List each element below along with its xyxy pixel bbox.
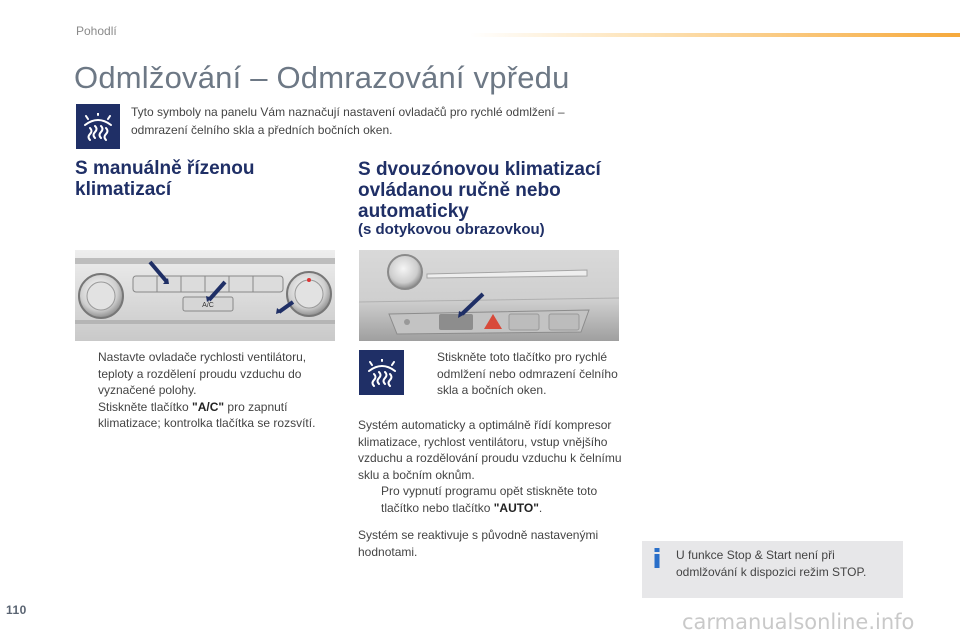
section-title-manual: S manuálně řízenou klimatizací	[75, 158, 255, 200]
chapter-accent-bar	[470, 33, 960, 37]
chapter-label: Pohodlí	[76, 24, 117, 38]
windshield-defrost-icon	[76, 104, 120, 149]
list-item: Stiskněte tlačítko "A/C" pro zapnutí klimatizace; kontrolka tlačítka se rozsvítí.	[98, 399, 316, 430]
windshield-defrost-icon	[359, 350, 404, 395]
list-item: Nastavte ovladače rychlosti ventilátoru, teploty a rozdělení proudu vzduchu do vyznačené polohy.	[98, 350, 307, 397]
section-title-dual-zone: S dvouzónovou klimatizací ovládanou ručně nebo automaticky	[358, 159, 601, 222]
left-instructions-list	[77, 349, 332, 432]
section-subtitle-touchscreen: (s dotykovou obrazovkou)	[358, 221, 545, 238]
right-off-instruction	[360, 483, 625, 516]
page-number: 110	[6, 603, 27, 617]
right-defrost-instruction	[416, 349, 621, 399]
touchscreen-dashboard-photo	[359, 250, 619, 341]
info-text: U funkce Stop & Start není při odmlžování k dispozici režim STOP.	[676, 548, 867, 579]
page-title: Odmlžování – Odmrazování vpředu	[74, 60, 570, 95]
info-box	[642, 541, 903, 598]
list-item: Stiskněte toto tlačítko pro rychlé odmlžení nebo odmrazení čelního skla a bočních oken.	[437, 350, 618, 397]
svg-text:A/C: A/C	[202, 302, 214, 309]
list-item: Pro vypnutí programu opět stiskněte toto tlačítko nebo tlačítko "AUTO".	[381, 484, 598, 515]
watermark: carmanualsonline.info	[682, 610, 915, 634]
info-icon	[652, 548, 662, 568]
intro-text: Tyto symboly na panelu Vám naznačují nastavení ovladačů pro rychlé odmlžení – odmrazení čelního skla a předních bočních oken.	[131, 105, 565, 137]
manual-climate-control-panel-photo	[75, 250, 335, 341]
reactivation-note: Systém se reaktivuje s původně nastavenými hodnotami.	[358, 528, 599, 559]
auto-system-description: Systém automaticky a optimálně řídí kompresor klimatizace, rychlost ventilátoru, vstup vnějšího vzduchu a rozdělování proudu vzduchu k čelnímu sklu a bočním oknům.	[358, 418, 622, 482]
